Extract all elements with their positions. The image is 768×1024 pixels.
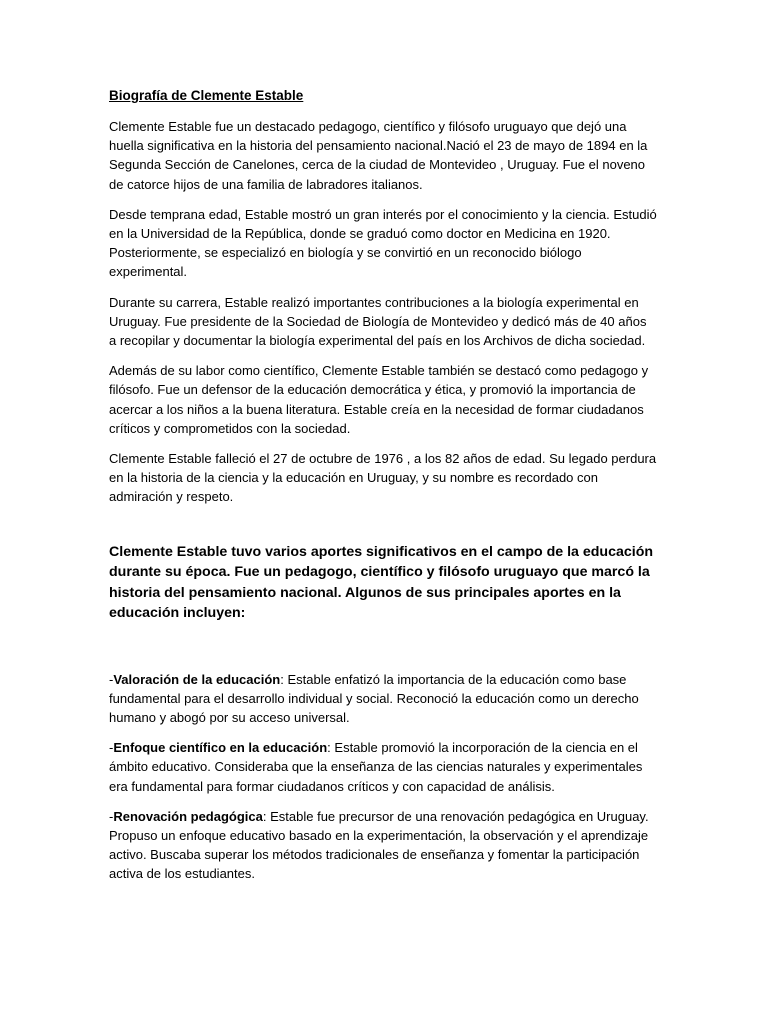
contribution-item xyxy=(109,807,657,884)
biography-paragraph-3: Durante su carrera, Estable realizó importantes contribuciones a la biología experimental en Uruguay. Fue presidente de la Sociedad de Biología de Montevideo y dedicó más de 40 años a recopilar y documentar la biología experimental del país en los Archivos de dicha sociedad. xyxy=(109,294,647,349)
contribution-label: Renovación pedagógica xyxy=(113,808,263,824)
contribution-label: Valoración de la educación xyxy=(113,671,281,687)
contribution-text: : Estable fue precursor de una renovación pedagógica en Uruguay. Propuso un enfoque educativo basado en la experimentación, la observación y el aprendizaje activo. Buscaba superar los métodos tradicionales de enseñanza y fomentar la participación activa de los estudiantes. xyxy=(109,808,649,882)
contribution-prefix: - xyxy=(109,671,114,687)
document-body xyxy=(109,86,657,895)
biography-paragraph-2: Desde temprana edad, Estable mostró un gran interés por el conocimiento y la ciencia. Estudió en la Universidad de la República, donde se graduó como doctor en Medicina en 1920. Posteriormente, se especializó en biología y se convirtió en un reconocido biólogo experimental. xyxy=(109,206,657,280)
contribution-prefix: - xyxy=(109,740,114,756)
contribution-item xyxy=(109,670,657,728)
biography-paragraph-4: Además de su labor como científico, Clemente Estable también se destacó como pedagogo y filósofo. Fue un defensor de la educación democrática y ética, y promovió la importancia de acercar a los niños a la buena literatura. Estable creía en la necesidad de formar ciudadanos críticos y comprometidos con la sociedad. xyxy=(109,363,649,436)
biography-paragraph-1: Clemente Estable fue un destacado pedagogo, científico y filósofo uruguayo que dejó una huella significativa en la historia del pensamiento nacional.Nació el 23 de mayo de 1894 en la Segunda Sección de Canelones, cerca de la ciudad de Montevideo , Uruguay. Fue el noveno de catorce hijos de una familia de labradores italianos. xyxy=(109,119,648,192)
biography-paragraph-5: Clemente Estable falleció el 27 de octubre de 1976 , a los 82 años de edad. Su legado perdura en la historia de la ciencia y la educación en Uruguay, y su nombre es recordado con admiración y respeto. xyxy=(109,451,657,505)
contributions-intro: Clemente Estable tuvo varios aportes significativos en el campo de la educación durante su época. Fue un pedagogo, científico y filósofo uruguayo que marcó la historia del pensamiento nacional. Algunos de sus principales aportes en la educación incluyen: xyxy=(109,543,654,622)
contribution-label: Enfoque científico en la educación xyxy=(113,740,328,756)
contribution-prefix: - xyxy=(109,808,114,824)
document-title: Biografía de Clemente Estable xyxy=(109,88,304,103)
contribution-text: : Estable promovió la incorporación de la ciencia en el ámbito educativo. Consideraba que la enseñanza de las ciencias naturales y experimentales era fundamental para formar ciudadanos críticos y con capacidad de análisis. xyxy=(109,740,643,794)
contribution-item xyxy=(109,738,657,796)
contribution-text: : Estable enfatizó la importancia de la educación como base fundamental para el desarrollo individual y social. Reconoció la educación como un derecho humano y abogó por su acceso universal. xyxy=(109,671,639,726)
